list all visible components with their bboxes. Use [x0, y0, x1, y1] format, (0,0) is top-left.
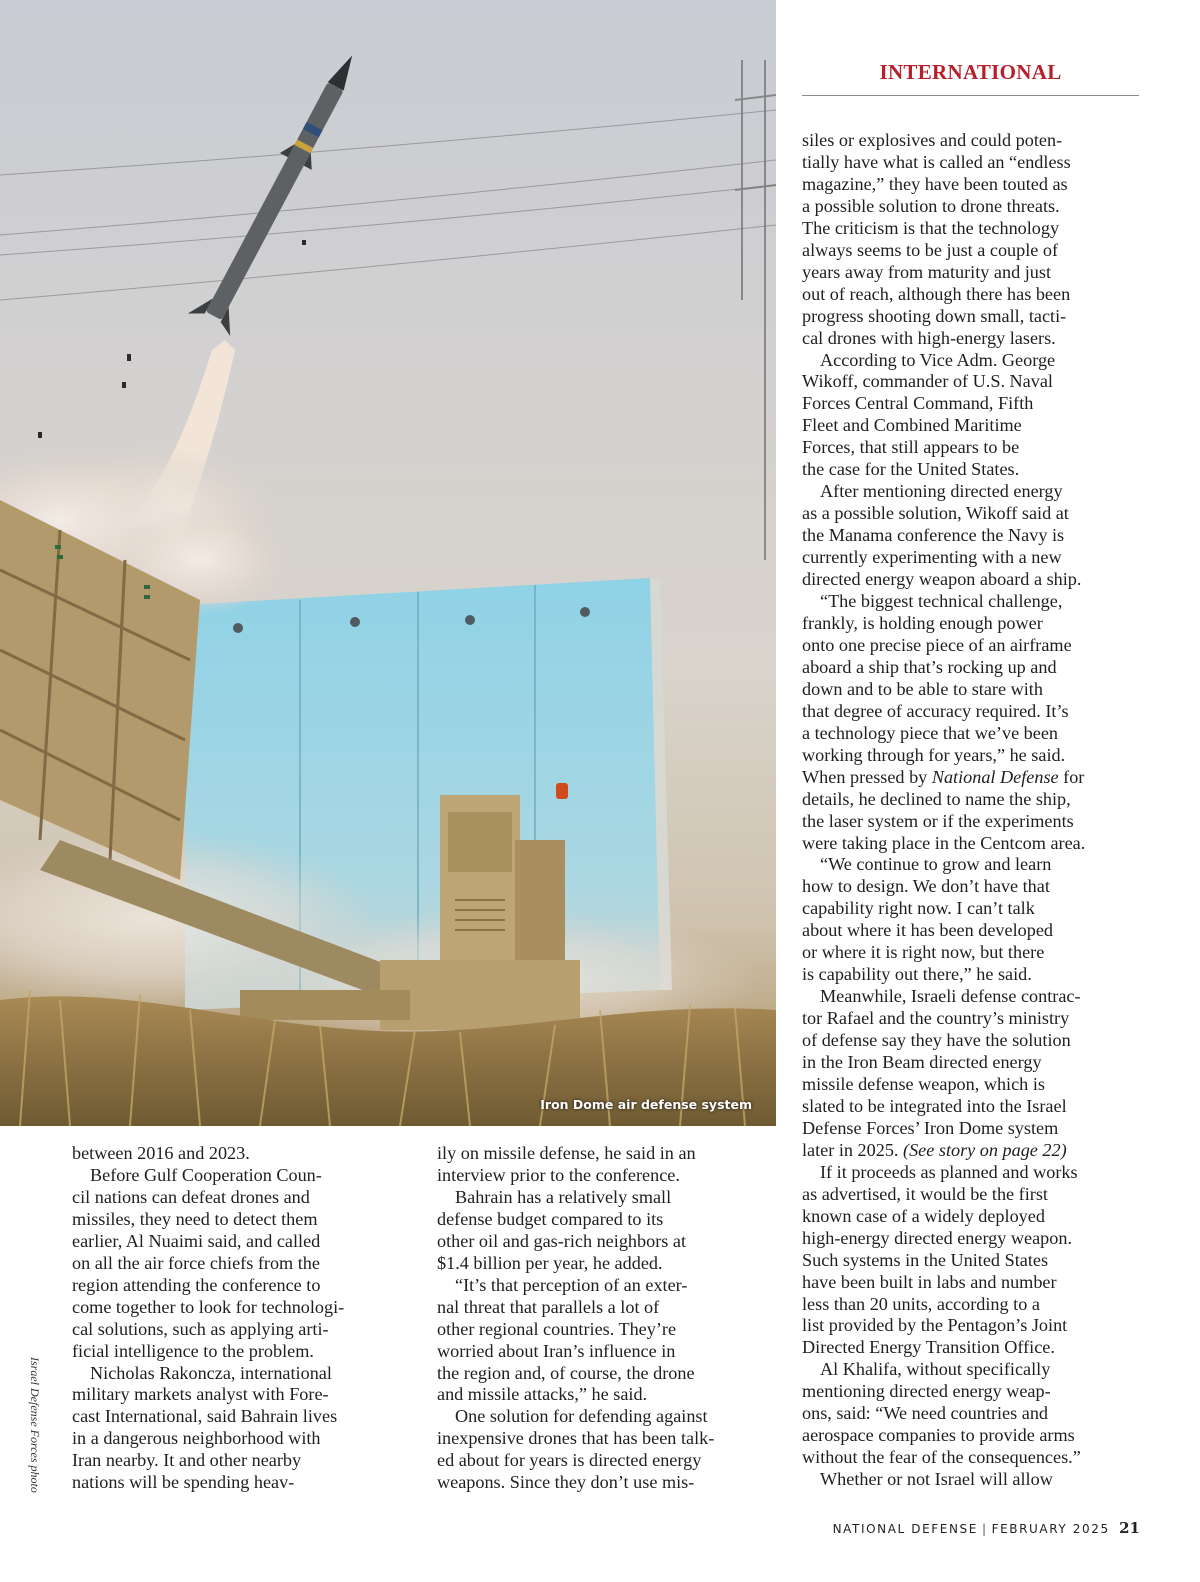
- article-line-text: between 2016 and 2023.: [72, 1143, 250, 1163]
- article-line: [802, 942, 1147, 964]
- article-line-text: tially have what is called an “endless: [802, 151, 1071, 172]
- article-line-text: aerospace companies to provide arms: [802, 1425, 1075, 1446]
- article-line-text: or where it is right now, but there: [802, 942, 1045, 963]
- article-line-text: Fleet and Combined Maritime: [802, 415, 1022, 436]
- article-line-text: cast International, said Bahrain lives: [72, 1406, 338, 1427]
- article-line: [802, 1403, 1147, 1425]
- section-title: INTERNATIONAL: [879, 60, 1062, 84]
- section-header: [802, 60, 1139, 96]
- article-line-text: tor Rafael and the country’s ministry: [802, 1008, 1070, 1029]
- article-line: [72, 1275, 404, 1297]
- article-line: [802, 393, 1147, 415]
- article-line-text: Such systems in the United States: [802, 1249, 1049, 1270]
- article-line: [802, 1030, 1147, 1052]
- article-line-text: Wikoff, commander of U.S. Naval: [802, 371, 1053, 392]
- article-line: [437, 1143, 772, 1165]
- article-line: [437, 1384, 772, 1406]
- article-line: [802, 1228, 1147, 1250]
- photo-caption: Iron Dome air defense system: [540, 1097, 752, 1112]
- article-line-text: magazine,” they have been touted as: [802, 173, 1068, 194]
- article-line-text: According to Vice Adm. George: [820, 349, 1056, 370]
- article-line: [72, 1231, 404, 1253]
- article-line-text: and missile attacks,” he said.: [437, 1384, 648, 1405]
- article-line-text: in a dangerous neighborhood with: [72, 1428, 321, 1449]
- article-line: [802, 1074, 1147, 1096]
- article-line-text: siles or explosives and could poten-: [802, 130, 1063, 150]
- article-photo: [0, 0, 776, 1126]
- article-line: [802, 437, 1147, 459]
- article-line: [437, 1275, 772, 1297]
- article-line-text: a possible solution to drone threats.: [802, 195, 1060, 216]
- article-line-text: cal drones with high-energy lasers.: [802, 327, 1056, 348]
- article-line-text: ily on missile defense, he said in an: [437, 1143, 696, 1163]
- article-line: [72, 1450, 404, 1472]
- article-line: [802, 657, 1147, 679]
- article-line: [802, 679, 1147, 701]
- article-line: [802, 767, 1147, 789]
- article-line: [437, 1209, 772, 1231]
- article-line-text: less than 20 units, according to a: [802, 1293, 1040, 1314]
- article-line-text: that degree of accuracy required. It’s: [802, 700, 1069, 721]
- article-line-text: $1.4 billion per year, he added.: [437, 1252, 663, 1273]
- article-line-text: Directed Energy Transition Office.: [802, 1337, 1055, 1358]
- article-line-text: slated to be integrated into the Israel: [802, 1095, 1067, 1116]
- article-line: [802, 1250, 1147, 1272]
- article-line-text: the case for the United States.: [802, 459, 1020, 480]
- article-line: [802, 569, 1147, 591]
- article-line: [72, 1363, 404, 1385]
- article-line-italic: (See story on page 22): [903, 1139, 1067, 1160]
- article-line: [802, 328, 1147, 350]
- article-line: [802, 481, 1147, 503]
- article-line-text: high-energy directed energy weapon.: [802, 1227, 1073, 1248]
- article-line: [802, 1184, 1147, 1206]
- article-line-text: missile defense weapon, which is: [802, 1073, 1045, 1094]
- article-line: [802, 635, 1147, 657]
- article-line: [437, 1253, 772, 1275]
- article-line-text: frankly, is holding enough power: [802, 612, 1043, 633]
- article-line-text: “It’s that perception of an exter-: [455, 1274, 688, 1295]
- article-line-text: out of reach, although there has been: [802, 283, 1071, 304]
- article-line-text: nal threat that parallels a lot of: [437, 1296, 660, 1317]
- article-line: [802, 218, 1147, 240]
- article-line: [72, 1472, 404, 1494]
- article-line-text: interview prior to the conference.: [437, 1164, 680, 1185]
- article-line: [802, 964, 1147, 986]
- article-line: [72, 1406, 404, 1428]
- publication-name: NATIONAL DEFENSE: [832, 1522, 978, 1536]
- article-line: [437, 1297, 772, 1319]
- article-line-text: working through for years,” he said.: [802, 744, 1066, 765]
- article-line: [802, 1469, 1147, 1491]
- article-line: [72, 1253, 404, 1275]
- article-line-text: Bahrain has a relatively small: [455, 1186, 672, 1207]
- article-line-text: years away from maturity and just: [802, 261, 1051, 282]
- article-line-text: of defense say they have the solution: [802, 1030, 1071, 1051]
- article-line-text: other regional countries. They’re: [437, 1318, 677, 1339]
- article-line-text: without the fear of the consequences.”: [802, 1447, 1081, 1468]
- article-line: [437, 1341, 772, 1363]
- article-line-text: progress shooting down small, tacti-: [802, 305, 1067, 326]
- article-line-text: have been built in labs and number: [802, 1271, 1057, 1292]
- article-line-text: about where it has been developed: [802, 920, 1053, 941]
- article-line: [802, 525, 1147, 547]
- article-line: [72, 1143, 404, 1165]
- article-line: [802, 833, 1147, 855]
- article-line: [802, 1272, 1147, 1294]
- article-line-text: were taking place in the Centcom area.: [802, 832, 1086, 853]
- article-line-text: currently experimenting with a new: [802, 547, 1062, 568]
- article-line-text: “The biggest technical challenge,: [820, 591, 1063, 612]
- article-line: [437, 1406, 772, 1428]
- article-line-text: earlier, Al Nuaimi said, and called: [72, 1230, 321, 1251]
- article-line-text: Before Gulf Cooperation Coun-: [90, 1164, 322, 1185]
- article-line-text: ons, said: “We need countries and: [802, 1403, 1049, 1424]
- article-line-text: If it proceeds as planned and works: [820, 1161, 1078, 1182]
- article-line-text: down and to be able to stare with: [802, 678, 1043, 699]
- article-line: [72, 1297, 404, 1319]
- article-line-text: onto one precise piece of an airframe: [802, 634, 1072, 655]
- issue-date: FEBRUARY 2025: [991, 1522, 1110, 1536]
- article-line-text: Whether or not Israel will allow: [820, 1469, 1053, 1490]
- article-line-text: the Manama conference the Navy is: [802, 525, 1065, 546]
- page-footer: [833, 1519, 1140, 1537]
- article-line-text: cil nations can defeat drones and: [72, 1186, 310, 1207]
- article-line: [437, 1472, 772, 1494]
- article-line-text: how to design. We don’t have that: [802, 876, 1050, 897]
- article-line-text: One solution for defending against: [455, 1406, 708, 1427]
- article-column-3: [802, 130, 1147, 1491]
- article-line-text: the region and, of course, the drone: [437, 1362, 695, 1383]
- article-line-text: directed energy weapon aboard a ship.: [802, 569, 1082, 590]
- article-line: [802, 613, 1147, 635]
- article-line: [802, 1425, 1147, 1447]
- article-line: [72, 1341, 404, 1363]
- article-line: [802, 1381, 1147, 1403]
- article-line-italic: National Defense: [931, 766, 1059, 787]
- article-line-text: worried about Iran’s influence in: [437, 1340, 676, 1361]
- article-line-text: ed about for years is directed energy: [437, 1450, 702, 1471]
- article-line: [802, 240, 1147, 262]
- article-line: [802, 547, 1147, 569]
- article-line-text: After mentioning directed energy: [820, 481, 1063, 502]
- article-line-text: Defense Forces’ Iron Dome system: [802, 1117, 1059, 1138]
- article-line-text: ficial intelligence to the problem.: [72, 1340, 314, 1361]
- article-line: [802, 876, 1147, 898]
- article-line: [802, 1206, 1147, 1228]
- article-line: [72, 1187, 404, 1209]
- article-line: [802, 1337, 1147, 1359]
- article-line-text: a technology piece that we’ve been: [802, 722, 1059, 743]
- article-line-text: on all the air force chiefs from the: [72, 1252, 320, 1273]
- article-line: [802, 1447, 1147, 1469]
- article-line: [802, 591, 1147, 613]
- page-number: 21: [1119, 1519, 1140, 1537]
- article-line-text: nations will be spending heav-: [72, 1472, 295, 1493]
- photo-credit: Israel Defense Forces photo: [28, 1357, 42, 1493]
- article-line: [437, 1187, 772, 1209]
- article-line-text: missiles, they need to detect them: [72, 1208, 318, 1229]
- article-line: [802, 459, 1147, 481]
- article-line: [802, 262, 1147, 284]
- article-line: [802, 174, 1147, 196]
- article-line: [802, 745, 1147, 767]
- article-line-text: later in 2025.: [802, 1139, 904, 1160]
- article-line-text: other oil and gas-rich neighbors at: [437, 1230, 686, 1251]
- article-line-text: When pressed by: [802, 766, 932, 787]
- article-line: [802, 1118, 1147, 1140]
- article-line-text: The criticism is that the technology: [802, 217, 1060, 238]
- article-line-text: “We continue to grow and learn: [820, 854, 1052, 875]
- article-line: [437, 1231, 772, 1253]
- article-line-text: for: [1058, 766, 1085, 787]
- article-line: [802, 854, 1147, 876]
- article-line: [437, 1363, 772, 1385]
- article-line: [437, 1165, 772, 1187]
- article-line-text: the laser system or if the experiments: [802, 810, 1074, 831]
- article-line: [802, 920, 1147, 942]
- article-line: [802, 811, 1147, 833]
- article-line: [72, 1165, 404, 1187]
- article-line: [72, 1428, 404, 1450]
- article-line: [802, 1052, 1147, 1074]
- article-line: [72, 1319, 404, 1341]
- article-line: [802, 130, 1147, 152]
- article-line-text: weapons. Since they don’t use mis-: [437, 1472, 695, 1493]
- article-line-text: is capability out there,” he said.: [802, 964, 1032, 985]
- article-line-text: region attending the conference to: [72, 1274, 321, 1295]
- article-line-text: Iran nearby. It and other nearby: [72, 1450, 302, 1471]
- article-line: [437, 1450, 772, 1472]
- article-line: [802, 701, 1147, 723]
- article-line-text: capability right now. I can’t talk: [802, 898, 1035, 919]
- article-line-text: come together to look for technologi-: [72, 1296, 345, 1317]
- article-column-1: [72, 1143, 404, 1494]
- article-line: [802, 1140, 1147, 1162]
- article-line: [802, 503, 1147, 525]
- article-line: [802, 1096, 1147, 1118]
- article-line: [802, 1359, 1147, 1381]
- footer-separator: |: [981, 1522, 988, 1536]
- article-line-text: aboard a ship that’s rocking up and: [802, 656, 1057, 677]
- article-line: [72, 1384, 404, 1406]
- article-line: [802, 350, 1147, 372]
- article-line-text: as a possible solution, Wikoff said at: [802, 503, 1069, 524]
- article-line: [437, 1319, 772, 1341]
- article-line: [802, 152, 1147, 174]
- article-line: [802, 196, 1147, 218]
- iron-dome-launch-illustration: [0, 0, 776, 1126]
- article-line-text: as advertised, it would be the first: [802, 1183, 1048, 1204]
- article-line: [802, 1162, 1147, 1184]
- article-line: [72, 1209, 404, 1231]
- article-line-text: Forces Central Command, Fifth: [802, 393, 1034, 414]
- article-line: [802, 1315, 1147, 1337]
- article-line-text: defense budget compared to its: [437, 1208, 664, 1229]
- article-line-text: military markets analyst with Fore-: [72, 1384, 329, 1405]
- article-line: [802, 789, 1147, 811]
- article-line: [802, 284, 1147, 306]
- article-line: [802, 1008, 1147, 1030]
- article-line: [802, 306, 1147, 328]
- article-line-text: in the Iron Beam directed energy: [802, 1052, 1042, 1073]
- article-line: [802, 415, 1147, 437]
- article-line-text: inexpensive drones that has been talk-: [437, 1428, 715, 1449]
- article-line-text: mentioning directed energy weap-: [802, 1381, 1051, 1402]
- article-line: [437, 1428, 772, 1450]
- article-line: [802, 723, 1147, 745]
- article-line-text: details, he declined to name the ship,: [802, 788, 1071, 809]
- article-line: [802, 898, 1147, 920]
- article-line-text: known case of a widely deployed: [802, 1205, 1045, 1226]
- article-line-text: Meanwhile, Israeli defense contrac-: [820, 986, 1081, 1007]
- article-column-2: [437, 1143, 772, 1494]
- article-line-text: Nicholas Rakoncza, international: [90, 1362, 332, 1383]
- article-line: [802, 1294, 1147, 1316]
- article-line: [802, 371, 1147, 393]
- article-line-text: Al Khalifa, without specifically: [820, 1359, 1051, 1380]
- article-line: [802, 986, 1147, 1008]
- article-line-text: list provided by the Pentagon’s Joint: [802, 1315, 1068, 1336]
- article-line-text: Forces, that still appears to be: [802, 437, 1020, 458]
- article-line-text: cal solutions, such as applying arti-: [72, 1318, 329, 1339]
- article-line-text: always seems to be just a couple of: [802, 239, 1059, 260]
